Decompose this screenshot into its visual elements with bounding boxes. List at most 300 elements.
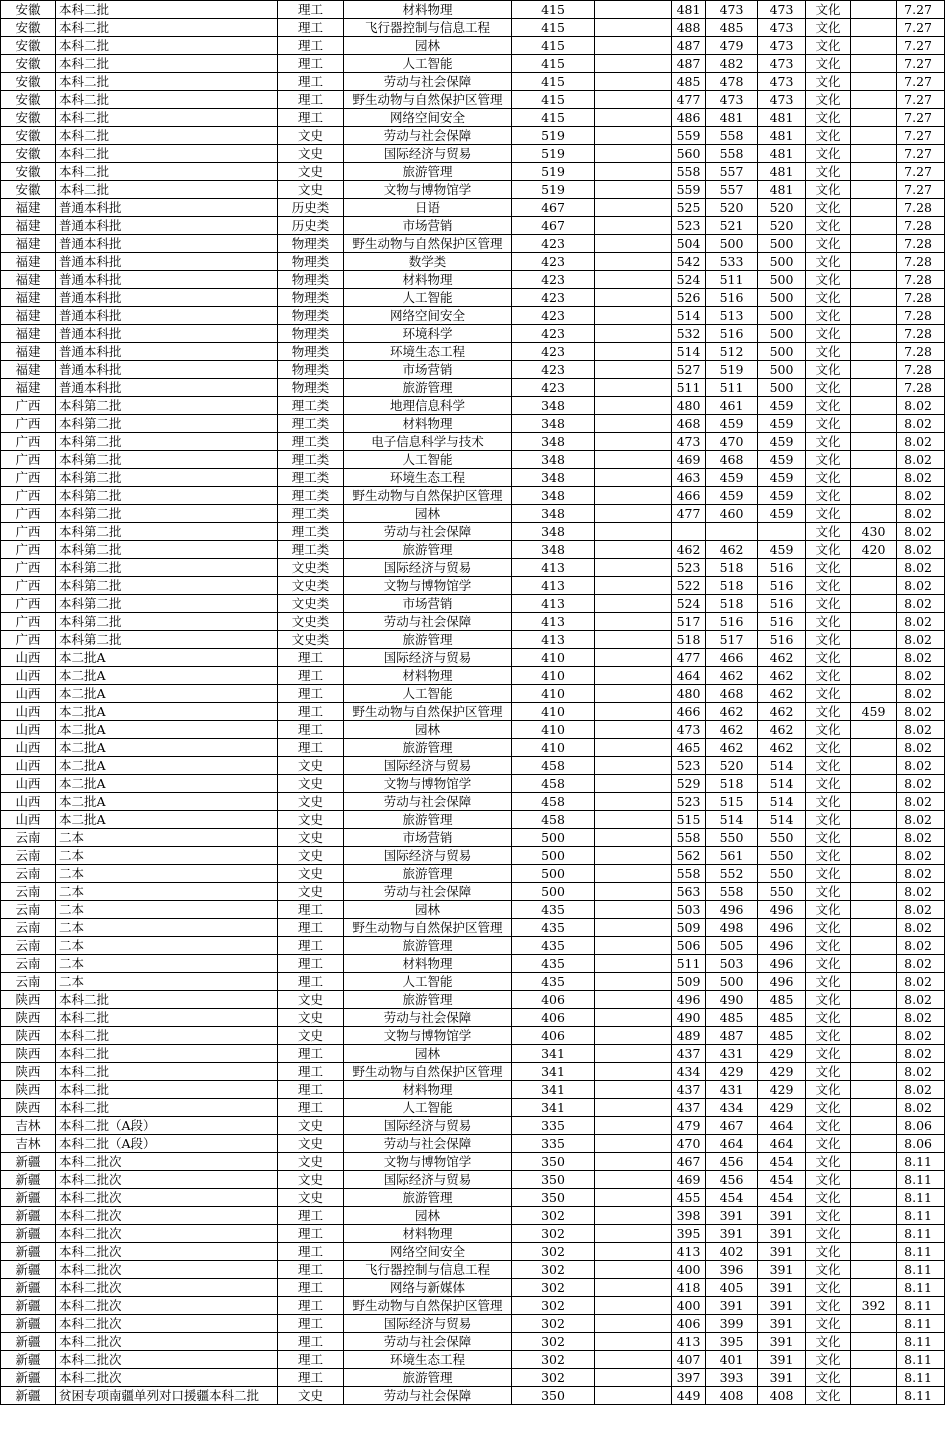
cell-exam-type: 文化: [806, 1081, 851, 1099]
table-row: [1, 1027, 945, 1045]
cell-max-score: [672, 523, 706, 541]
cell-province: 福建: [1, 289, 56, 307]
cell-category: 理工类: [278, 451, 344, 469]
cell-exam-type: 文化: [806, 577, 851, 595]
cell-category: 理工类: [278, 541, 344, 559]
cell-date: 8.02: [897, 541, 945, 559]
cell-max-score: 469: [672, 451, 706, 469]
cell-max-score: 395: [672, 1225, 706, 1243]
cell-batch: 本科二批: [56, 1063, 278, 1081]
table-body: [1, 1, 945, 1405]
cell-exam-type: 文化: [806, 1243, 851, 1261]
cell-batch: 本科二批次: [56, 1333, 278, 1351]
cell-extra-score: [851, 487, 897, 505]
cell-category: 理工: [278, 1351, 344, 1369]
cell-major: 飞行器控制与信息工程: [344, 1261, 512, 1279]
cell-batch: 二本: [56, 919, 278, 937]
cell-exam-type: 文化: [806, 1, 851, 19]
cell-date: 8.11: [897, 1279, 945, 1297]
cell-date: 8.02: [897, 829, 945, 847]
cell-control-line: 348: [512, 415, 595, 433]
cell-blank: [595, 1189, 672, 1207]
cell-category: 文史: [278, 883, 344, 901]
cell-province: 福建: [1, 253, 56, 271]
cell-exam-type: 文化: [806, 1351, 851, 1369]
table-row: [1, 1297, 945, 1315]
cell-exam-type: 文化: [806, 127, 851, 145]
cell-min-score: 391: [758, 1243, 806, 1261]
cell-avg-score: 391: [706, 1297, 758, 1315]
cell-control-line: 410: [512, 685, 595, 703]
cell-batch: 本二批A: [56, 721, 278, 739]
cell-major: 国际经济与贸易: [344, 145, 512, 163]
cell-exam-type: 文化: [806, 811, 851, 829]
cell-category: 理工: [278, 1279, 344, 1297]
cell-blank: [595, 847, 672, 865]
cell-min-score: 429: [758, 1099, 806, 1117]
cell-batch: 普通本科批: [56, 235, 278, 253]
cell-category: 理工: [278, 1225, 344, 1243]
cell-min-score: 550: [758, 829, 806, 847]
table-row: [1, 1351, 945, 1369]
cell-control-line: 435: [512, 937, 595, 955]
cell-min-score: 459: [758, 397, 806, 415]
cell-batch: 本科二批次: [56, 1153, 278, 1171]
cell-extra-score: [851, 1351, 897, 1369]
cell-category: 历史类: [278, 199, 344, 217]
cell-date: 8.11: [897, 1333, 945, 1351]
cell-category: 理工: [278, 937, 344, 955]
cell-min-score: 429: [758, 1081, 806, 1099]
table-row: [1, 1, 945, 19]
cell-batch: 本科第二批: [56, 397, 278, 415]
cell-min-score: 500: [758, 253, 806, 271]
cell-major: 旅游管理: [344, 1369, 512, 1387]
table-row: [1, 145, 945, 163]
cell-province: 广西: [1, 505, 56, 523]
cell-province: 广西: [1, 415, 56, 433]
cell-min-score: 391: [758, 1351, 806, 1369]
cell-major: 旅游管理: [344, 631, 512, 649]
cell-blank: [595, 325, 672, 343]
cell-exam-type: 文化: [806, 1297, 851, 1315]
cell-avg-score: 462: [706, 739, 758, 757]
cell-exam-type: 文化: [806, 505, 851, 523]
cell-batch: 本科二批: [56, 127, 278, 145]
cell-exam-type: 文化: [806, 343, 851, 361]
cell-extra-score: [851, 559, 897, 577]
cell-blank: [595, 1, 672, 19]
table-row: [1, 73, 945, 91]
cell-batch: 本科二批次: [56, 1351, 278, 1369]
cell-min-score: 454: [758, 1189, 806, 1207]
cell-avg-score: 500: [706, 973, 758, 991]
cell-avg-score: 468: [706, 685, 758, 703]
cell-blank: [595, 955, 672, 973]
cell-control-line: 423: [512, 361, 595, 379]
cell-avg-score: 550: [706, 829, 758, 847]
cell-date: 7.28: [897, 379, 945, 397]
cell-category: 理工: [278, 901, 344, 919]
cell-blank: [595, 703, 672, 721]
cell-control-line: 350: [512, 1387, 595, 1405]
cell-blank: [595, 343, 672, 361]
cell-batch: 本科二批次: [56, 1315, 278, 1333]
cell-province: 安徽: [1, 163, 56, 181]
cell-province: 安徽: [1, 37, 56, 55]
cell-avg-score: 454: [706, 1189, 758, 1207]
cell-date: 7.28: [897, 217, 945, 235]
cell-avg-score: 520: [706, 757, 758, 775]
cell-control-line: 500: [512, 847, 595, 865]
cell-min-score: 481: [758, 163, 806, 181]
cell-category: 文史: [278, 1135, 344, 1153]
cell-extra-score: [851, 469, 897, 487]
cell-category: 理工: [278, 1297, 344, 1315]
cell-exam-type: 文化: [806, 919, 851, 937]
cell-category: 文史: [278, 1189, 344, 1207]
cell-exam-type: 文化: [806, 739, 851, 757]
cell-date: 8.11: [897, 1207, 945, 1225]
cell-category: 理工: [278, 37, 344, 55]
cell-province: 新疆: [1, 1171, 56, 1189]
cell-exam-type: 文化: [806, 1063, 851, 1081]
cell-control-line: 348: [512, 451, 595, 469]
cell-batch: 本科第二批: [56, 451, 278, 469]
cell-control-line: 348: [512, 505, 595, 523]
cell-min-score: 391: [758, 1315, 806, 1333]
cell-batch: 二本: [56, 973, 278, 991]
cell-exam-type: 文化: [806, 1225, 851, 1243]
cell-date: 8.02: [897, 415, 945, 433]
cell-blank: [595, 667, 672, 685]
cell-province: 安徽: [1, 1, 56, 19]
cell-avg-score: 482: [706, 55, 758, 73]
cell-date: 8.02: [897, 775, 945, 793]
cell-blank: [595, 1225, 672, 1243]
cell-max-score: 480: [672, 685, 706, 703]
cell-major: 材料物理: [344, 1225, 512, 1243]
cell-province: 新疆: [1, 1315, 56, 1333]
cell-min-score: 500: [758, 307, 806, 325]
cell-control-line: 423: [512, 307, 595, 325]
cell-avg-score: 481: [706, 109, 758, 127]
cell-control-line: 435: [512, 901, 595, 919]
cell-avg-score: 558: [706, 127, 758, 145]
cell-date: 7.28: [897, 325, 945, 343]
table-row: [1, 19, 945, 37]
cell-blank: [595, 793, 672, 811]
cell-avg-score: 402: [706, 1243, 758, 1261]
cell-max-score: 465: [672, 739, 706, 757]
cell-avg-score: 511: [706, 271, 758, 289]
cell-blank: [595, 937, 672, 955]
cell-exam-type: 文化: [806, 883, 851, 901]
cell-extra-score: [851, 1009, 897, 1027]
cell-min-score: 516: [758, 595, 806, 613]
cell-major: 网络空间安全: [344, 1243, 512, 1261]
cell-province: 新疆: [1, 1279, 56, 1297]
cell-batch: 本科二批次: [56, 1171, 278, 1189]
cell-control-line: 467: [512, 199, 595, 217]
cell-major: 日语: [344, 199, 512, 217]
cell-extra-score: [851, 271, 897, 289]
cell-province: 新疆: [1, 1387, 56, 1405]
cell-exam-type: 文化: [806, 1171, 851, 1189]
cell-date: 8.02: [897, 721, 945, 739]
cell-max-score: 506: [672, 937, 706, 955]
cell-batch: 二本: [56, 847, 278, 865]
cell-batch: 本科第二批: [56, 505, 278, 523]
cell-date: 7.27: [897, 91, 945, 109]
cell-batch: 二本: [56, 865, 278, 883]
cell-batch: 本科二批: [56, 1099, 278, 1117]
cell-avg-score: 558: [706, 145, 758, 163]
cell-category: 理工: [278, 973, 344, 991]
cell-category: 物理类: [278, 343, 344, 361]
cell-avg-score: 460: [706, 505, 758, 523]
cell-major: 电子信息科学与技术: [344, 433, 512, 451]
cell-major: 市场营销: [344, 361, 512, 379]
cell-province: 安徽: [1, 91, 56, 109]
cell-max-score: 514: [672, 343, 706, 361]
cell-category: 理工: [278, 109, 344, 127]
cell-extra-score: [851, 379, 897, 397]
cell-date: 8.02: [897, 667, 945, 685]
cell-avg-score: 401: [706, 1351, 758, 1369]
cell-control-line: 435: [512, 955, 595, 973]
table-row: [1, 451, 945, 469]
cell-control-line: 415: [512, 109, 595, 127]
cell-major: 环境科学: [344, 325, 512, 343]
cell-control-line: 335: [512, 1135, 595, 1153]
cell-date: 7.28: [897, 361, 945, 379]
cell-extra-score: [851, 145, 897, 163]
cell-date: 8.02: [897, 865, 945, 883]
cell-date: 8.02: [897, 433, 945, 451]
cell-batch: 本科二批次: [56, 1207, 278, 1225]
cell-min-score: 391: [758, 1207, 806, 1225]
cell-extra-score: [851, 973, 897, 991]
cell-control-line: 406: [512, 991, 595, 1009]
cell-extra-score: [851, 829, 897, 847]
cell-control-line: 458: [512, 811, 595, 829]
cell-major: 人工智能: [344, 451, 512, 469]
table-row: [1, 163, 945, 181]
cell-category: 文史: [278, 1027, 344, 1045]
cell-avg-score: 558: [706, 883, 758, 901]
cell-major: 劳动与社会保障: [344, 1387, 512, 1405]
cell-avg-score: 520: [706, 199, 758, 217]
cell-province: 陕西: [1, 991, 56, 1009]
cell-extra-score: [851, 451, 897, 469]
cell-control-line: 302: [512, 1207, 595, 1225]
cell-min-score: 391: [758, 1261, 806, 1279]
cell-exam-type: 文化: [806, 541, 851, 559]
table-row: [1, 397, 945, 415]
cell-avg-score: 464: [706, 1135, 758, 1153]
table-row: [1, 91, 945, 109]
cell-exam-type: 文化: [806, 415, 851, 433]
cell-min-score: 459: [758, 505, 806, 523]
cell-avg-score: 514: [706, 811, 758, 829]
table-row: [1, 1153, 945, 1171]
cell-province: 新疆: [1, 1297, 56, 1315]
cell-max-score: 397: [672, 1369, 706, 1387]
cell-category: 理工: [278, 1081, 344, 1099]
table-row: [1, 955, 945, 973]
cell-batch: 本科二批（A段）: [56, 1117, 278, 1135]
cell-extra-score: [851, 685, 897, 703]
cell-max-score: 477: [672, 505, 706, 523]
cell-province: 云南: [1, 865, 56, 883]
cell-date: 8.02: [897, 991, 945, 1009]
cell-extra-score: [851, 397, 897, 415]
cell-max-score: 532: [672, 325, 706, 343]
table-row: [1, 1099, 945, 1117]
cell-major: 园林: [344, 505, 512, 523]
cell-extra-score: [851, 73, 897, 91]
cell-avg-score: 518: [706, 559, 758, 577]
cell-max-score: 466: [672, 487, 706, 505]
cell-blank: [595, 1369, 672, 1387]
cell-max-score: 509: [672, 973, 706, 991]
cell-batch: 本二批A: [56, 793, 278, 811]
cell-batch: 本科二批: [56, 1009, 278, 1027]
cell-exam-type: 文化: [806, 1117, 851, 1135]
cell-category: 理工: [278, 703, 344, 721]
cell-date: 8.11: [897, 1369, 945, 1387]
cell-province: 云南: [1, 829, 56, 847]
cell-extra-score: 430: [851, 523, 897, 541]
cell-min-score: 485: [758, 1027, 806, 1045]
cell-max-score: 480: [672, 397, 706, 415]
cell-control-line: 302: [512, 1315, 595, 1333]
cell-max-score: 522: [672, 577, 706, 595]
cell-date: 8.11: [897, 1243, 945, 1261]
cell-category: 理工: [278, 1261, 344, 1279]
cell-avg-score: 468: [706, 451, 758, 469]
cell-blank: [595, 1099, 672, 1117]
cell-date: 8.02: [897, 1063, 945, 1081]
cell-control-line: 413: [512, 613, 595, 631]
cell-category: 理工: [278, 649, 344, 667]
cell-province: 山西: [1, 703, 56, 721]
cell-batch: 普通本科批: [56, 361, 278, 379]
cell-control-line: 413: [512, 577, 595, 595]
cell-exam-type: 文化: [806, 973, 851, 991]
cell-extra-score: [851, 1099, 897, 1117]
cell-extra-score: [851, 235, 897, 253]
cell-batch: 本科二批: [56, 991, 278, 1009]
cell-blank: [595, 991, 672, 1009]
cell-control-line: 415: [512, 91, 595, 109]
cell-province: 云南: [1, 955, 56, 973]
cell-control-line: 410: [512, 703, 595, 721]
cell-exam-type: 文化: [806, 703, 851, 721]
cell-date: 8.02: [897, 397, 945, 415]
cell-extra-score: [851, 199, 897, 217]
cell-batch: 本科二批次: [56, 1297, 278, 1315]
cell-category: 理工: [278, 1315, 344, 1333]
cell-exam-type: 文化: [806, 991, 851, 1009]
cell-min-score: 473: [758, 19, 806, 37]
cell-province: 云南: [1, 901, 56, 919]
cell-extra-score: 459: [851, 703, 897, 721]
cell-major: 人工智能: [344, 289, 512, 307]
cell-major: 人工智能: [344, 1099, 512, 1117]
table-row: [1, 253, 945, 271]
cell-control-line: 519: [512, 127, 595, 145]
cell-exam-type: 文化: [806, 1045, 851, 1063]
cell-min-score: 514: [758, 811, 806, 829]
cell-date: 7.28: [897, 235, 945, 253]
cell-extra-score: [851, 1333, 897, 1351]
cell-category: 文史: [278, 127, 344, 145]
cell-extra-score: [851, 181, 897, 199]
cell-max-score: 558: [672, 829, 706, 847]
cell-avg-score: 512: [706, 343, 758, 361]
cell-major: 旅游管理: [344, 379, 512, 397]
cell-extra-score: [851, 901, 897, 919]
cell-major: 国际经济与贸易: [344, 757, 512, 775]
cell-category: 文史类: [278, 595, 344, 613]
cell-control-line: 335: [512, 1117, 595, 1135]
cell-category: 理工: [278, 1207, 344, 1225]
cell-date: 7.27: [897, 181, 945, 199]
cell-avg-score: 462: [706, 667, 758, 685]
cell-extra-score: [851, 721, 897, 739]
cell-blank: [595, 1171, 672, 1189]
cell-batch: 本科第二批: [56, 631, 278, 649]
cell-batch: 本科二批（A段）: [56, 1135, 278, 1153]
cell-major: 劳动与社会保障: [344, 613, 512, 631]
cell-max-score: 485: [672, 73, 706, 91]
table-row: [1, 1369, 945, 1387]
cell-max-score: 486: [672, 109, 706, 127]
cell-extra-score: [851, 631, 897, 649]
cell-blank: [595, 901, 672, 919]
cell-exam-type: 文化: [806, 55, 851, 73]
cell-major: 劳动与社会保障: [344, 73, 512, 91]
cell-extra-score: [851, 757, 897, 775]
cell-batch: 本科二批次: [56, 1243, 278, 1261]
cell-extra-score: [851, 919, 897, 937]
cell-max-score: 503: [672, 901, 706, 919]
cell-extra-score: [851, 1207, 897, 1225]
cell-max-score: 558: [672, 163, 706, 181]
cell-control-line: 500: [512, 829, 595, 847]
cell-max-score: 449: [672, 1387, 706, 1405]
cell-exam-type: 文化: [806, 649, 851, 667]
cell-max-score: 523: [672, 757, 706, 775]
cell-max-score: 523: [672, 793, 706, 811]
cell-control-line: 410: [512, 667, 595, 685]
cell-blank: [595, 1387, 672, 1405]
cell-date: 8.02: [897, 847, 945, 865]
cell-category: 理工: [278, 1243, 344, 1261]
cell-exam-type: 文化: [806, 685, 851, 703]
cell-major: 数学类: [344, 253, 512, 271]
table-row: [1, 685, 945, 703]
cell-control-line: 458: [512, 757, 595, 775]
cell-category: 物理类: [278, 307, 344, 325]
cell-max-score: 487: [672, 37, 706, 55]
cell-category: 理工类: [278, 415, 344, 433]
cell-date: 8.02: [897, 613, 945, 631]
cell-min-score: 514: [758, 775, 806, 793]
cell-date: 7.27: [897, 55, 945, 73]
